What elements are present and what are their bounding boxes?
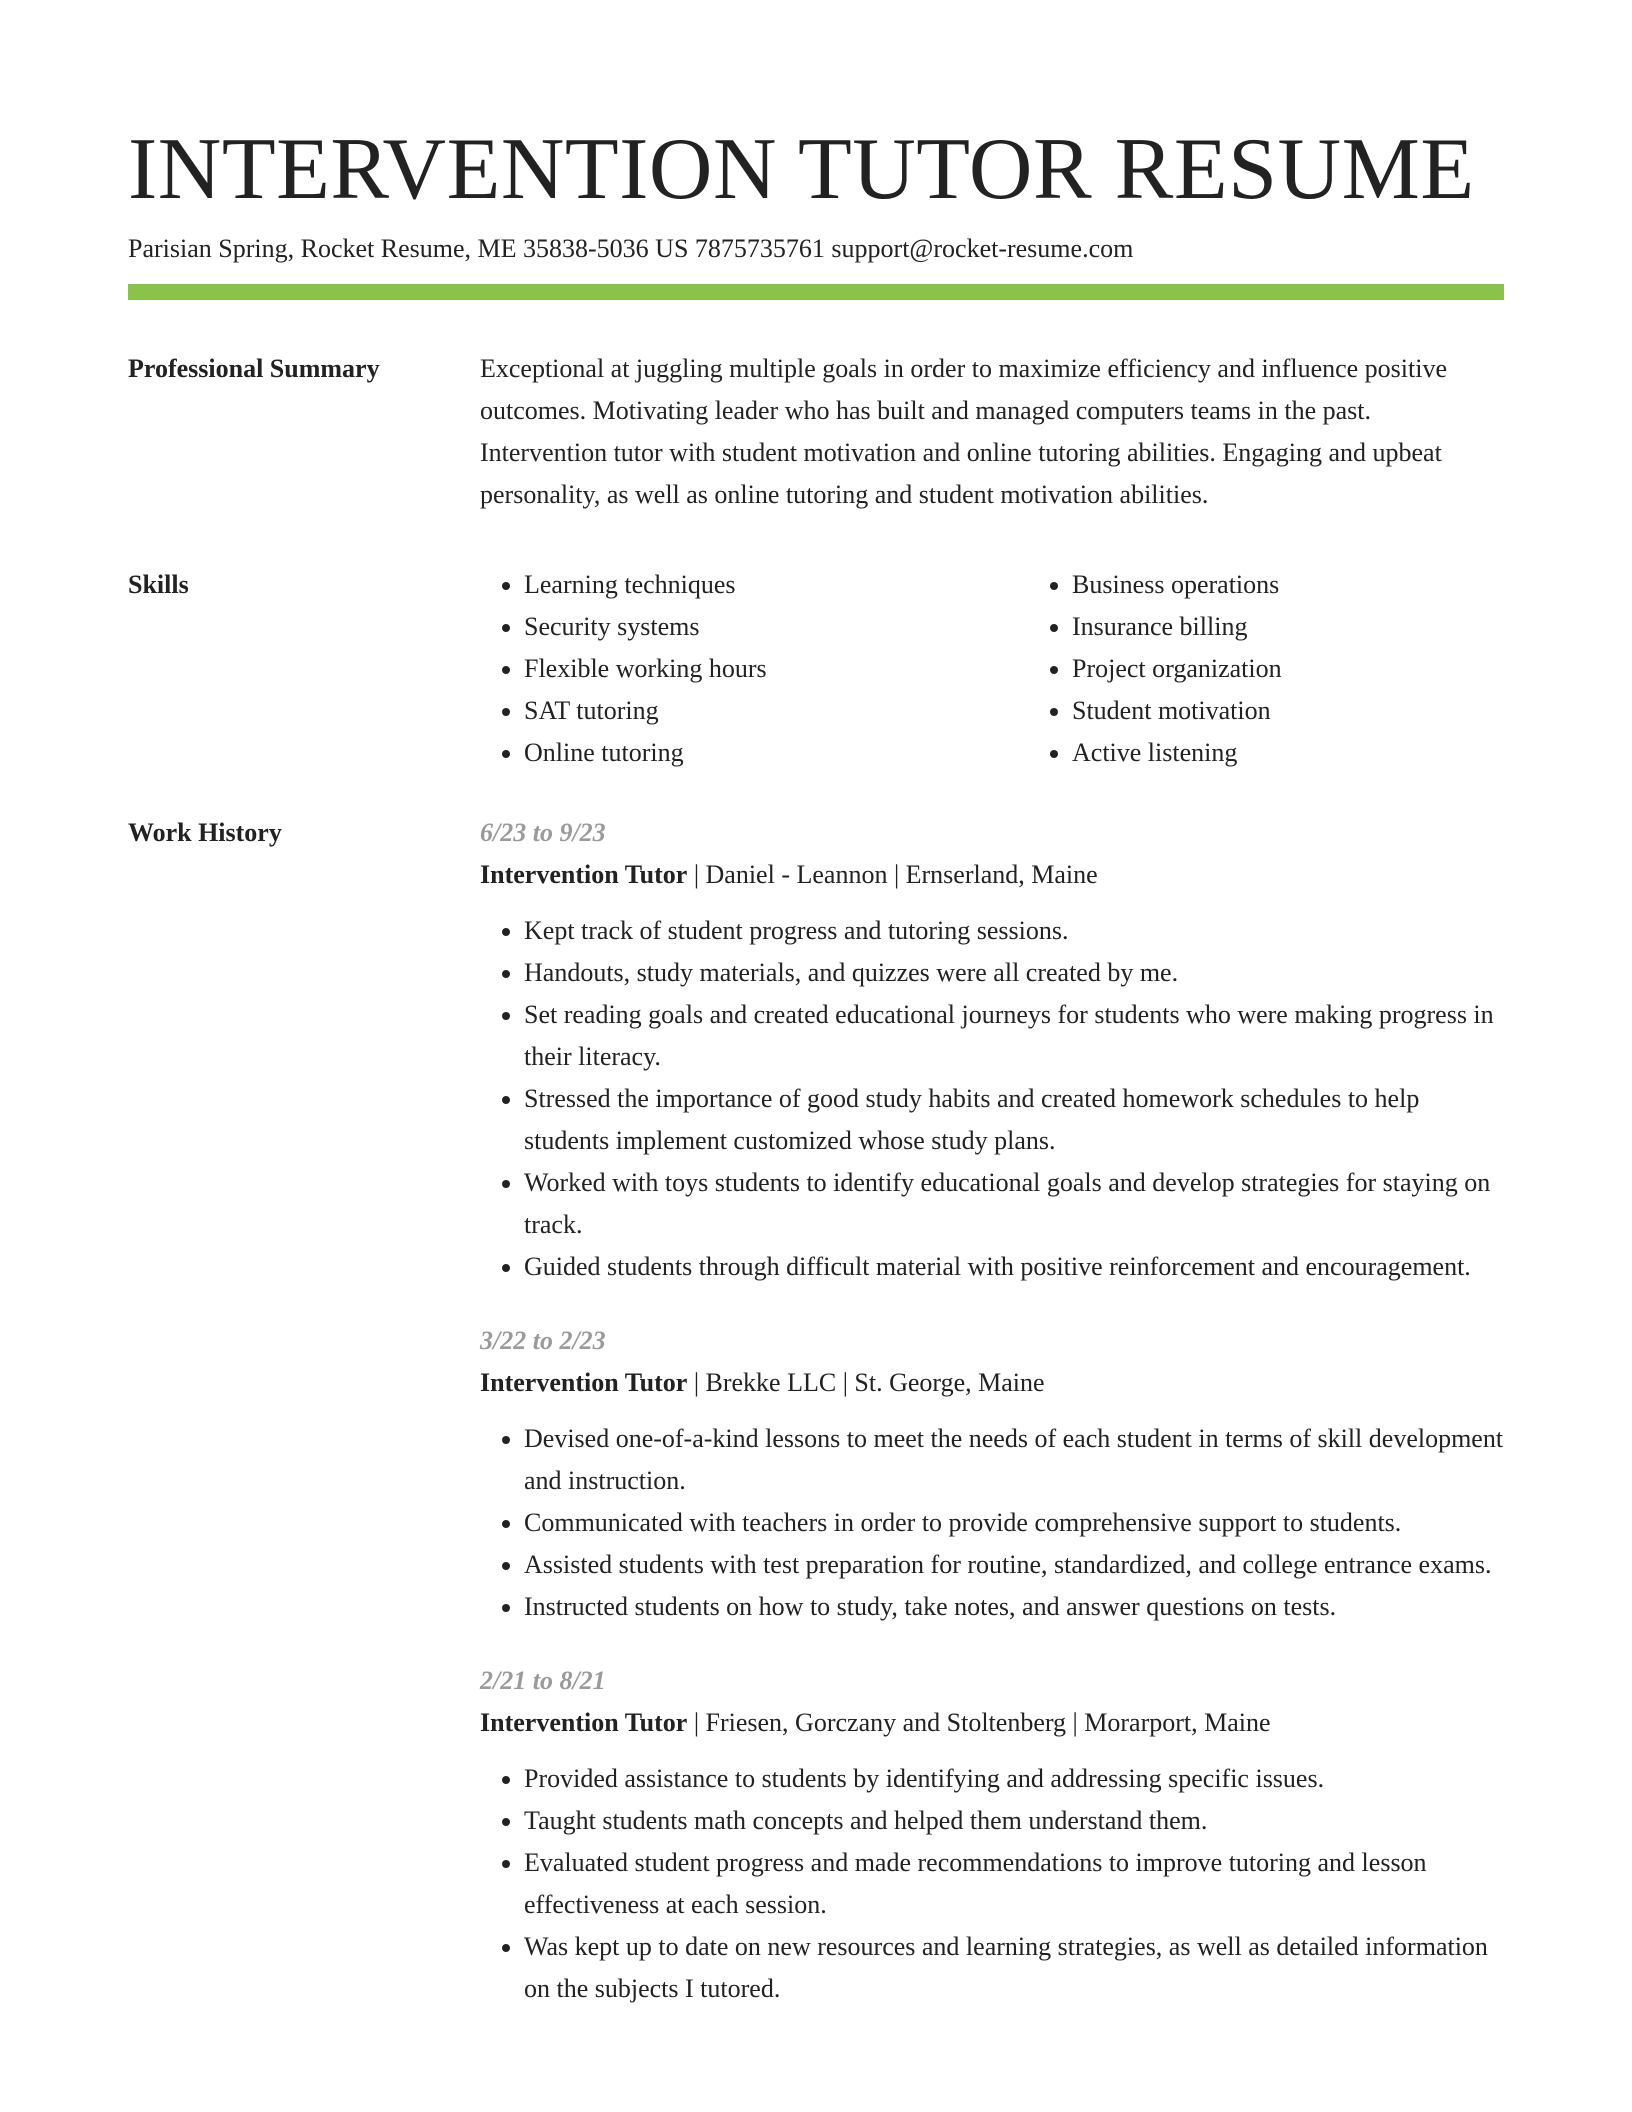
job-bullet: • Handouts, study materials, and quizzes were all created by me. bbox=[524, 952, 1504, 994]
skill-item: • Security systems bbox=[524, 606, 1028, 648]
skill-item: • Online tutoring bbox=[524, 732, 1028, 774]
job-heading bbox=[480, 1702, 1504, 1744]
job-bullet: • Evaluated student progress and made recommendations to improve tutoring and lesson effectiveness at each session. bbox=[524, 1842, 1504, 1926]
job-bullet: • Communicated with teachers in order to provide comprehensive support to students. bbox=[524, 1502, 1504, 1544]
job-bullet: • Set reading goals and created educational journeys for students who were making progress in their literacy. bbox=[524, 994, 1504, 1078]
job-title: Intervention Tutor bbox=[480, 860, 688, 889]
job-bullets bbox=[480, 910, 1504, 1288]
contact-email: support@rocket-resume.com bbox=[831, 234, 1134, 263]
header-divider bbox=[128, 284, 1504, 300]
job-employer-location: | Friesen, Gorczany and Stoltenberg | Morarport, Maine bbox=[687, 1708, 1271, 1737]
skills-heading: Skills bbox=[128, 570, 189, 599]
skill-item: • Project organization bbox=[1072, 648, 1576, 690]
skill-item: • Business operations bbox=[1072, 564, 1576, 606]
job-bullet: • Taught students math concepts and helped them understand them. bbox=[524, 1800, 1504, 1842]
job-entry bbox=[480, 1660, 1504, 2010]
skill-item: • Insurance billing bbox=[1072, 606, 1576, 648]
job-bullet: • Stressed the importance of good study habits and created homework schedules to help students implement customized whose study plans. bbox=[524, 1078, 1504, 1162]
work-history-section bbox=[128, 812, 1504, 2042]
job-bullet: • Worked with toys students to identify educational goals and develop strategies for staying on track. bbox=[524, 1162, 1504, 1246]
job-dates: 6/23 to 9/23 bbox=[480, 818, 606, 847]
job-bullet: • Instructed students on how to study, take notes, and answer questions on tests. bbox=[524, 1586, 1504, 1628]
skills-section bbox=[128, 564, 1504, 774]
resume-title: INTERVENTION TUTOR RESUME bbox=[128, 121, 1475, 218]
contact-phone: 7875735761 bbox=[694, 234, 825, 263]
summary-text: Exceptional at juggling multiple goals in order to maximize efficiency and influence positive outcomes. Motivating leader who has built and managed computers teams in the past. Intervention tutor with student motivation and online tutoring abilities. Engaging and upbeat personality, as well as online tutoring and student motivation abilities. bbox=[480, 354, 1448, 509]
skills-list-left bbox=[480, 564, 1028, 774]
contact-line bbox=[128, 232, 1504, 266]
job-heading bbox=[480, 1362, 1504, 1404]
job-employer-location: | Brekke LLC | St. George, Maine bbox=[687, 1368, 1045, 1397]
job-title: Intervention Tutor bbox=[480, 1708, 688, 1737]
job-heading bbox=[480, 854, 1504, 896]
skill-item: • Student motivation bbox=[1072, 690, 1576, 732]
job-entry bbox=[480, 1320, 1504, 1628]
job-entry bbox=[480, 812, 1504, 1288]
job-bullets bbox=[480, 1758, 1504, 2010]
job-bullet: • Was kept up to date on new resources and learning strategies, as well as detailed information on the subjects I tutored. bbox=[524, 1926, 1504, 2010]
skill-item: • Flexible working hours bbox=[524, 648, 1028, 690]
summary-heading: Professional Summary bbox=[128, 354, 380, 383]
contact-address: Parisian Spring, Rocket Resume, ME 35838-5036 US bbox=[128, 234, 689, 263]
resume-page bbox=[128, 120, 1504, 2042]
job-bullet: • Provided assistance to students by identifying and addressing specific issues. bbox=[524, 1758, 1504, 1800]
job-dates: 2/21 to 8/21 bbox=[480, 1666, 606, 1695]
skill-item: • Learning techniques bbox=[524, 564, 1028, 606]
skill-item: • Active listening bbox=[1072, 732, 1576, 774]
job-employer-location: | Daniel - Leannon | Ernserland, Maine bbox=[687, 860, 1098, 889]
job-bullet: • Devised one-of-a-kind lessons to meet the needs of each student in terms of skill development and instruction. bbox=[524, 1418, 1504, 1502]
job-bullets bbox=[480, 1418, 1504, 1628]
skill-item: • SAT tutoring bbox=[524, 690, 1028, 732]
job-bullet: • Kept track of student progress and tutoring sessions. bbox=[524, 910, 1504, 952]
job-dates: 3/22 to 2/23 bbox=[480, 1326, 606, 1355]
job-bullet: • Assisted students with test preparation for routine, standardized, and college entrance exams. bbox=[524, 1544, 1504, 1586]
summary-section bbox=[128, 348, 1504, 516]
work-history-heading: Work History bbox=[128, 818, 282, 847]
job-title: Intervention Tutor bbox=[480, 1368, 688, 1397]
job-bullet: • Guided students through difficult material with positive reinforcement and encouragement. bbox=[524, 1246, 1504, 1288]
skills-list-right bbox=[1028, 564, 1576, 774]
